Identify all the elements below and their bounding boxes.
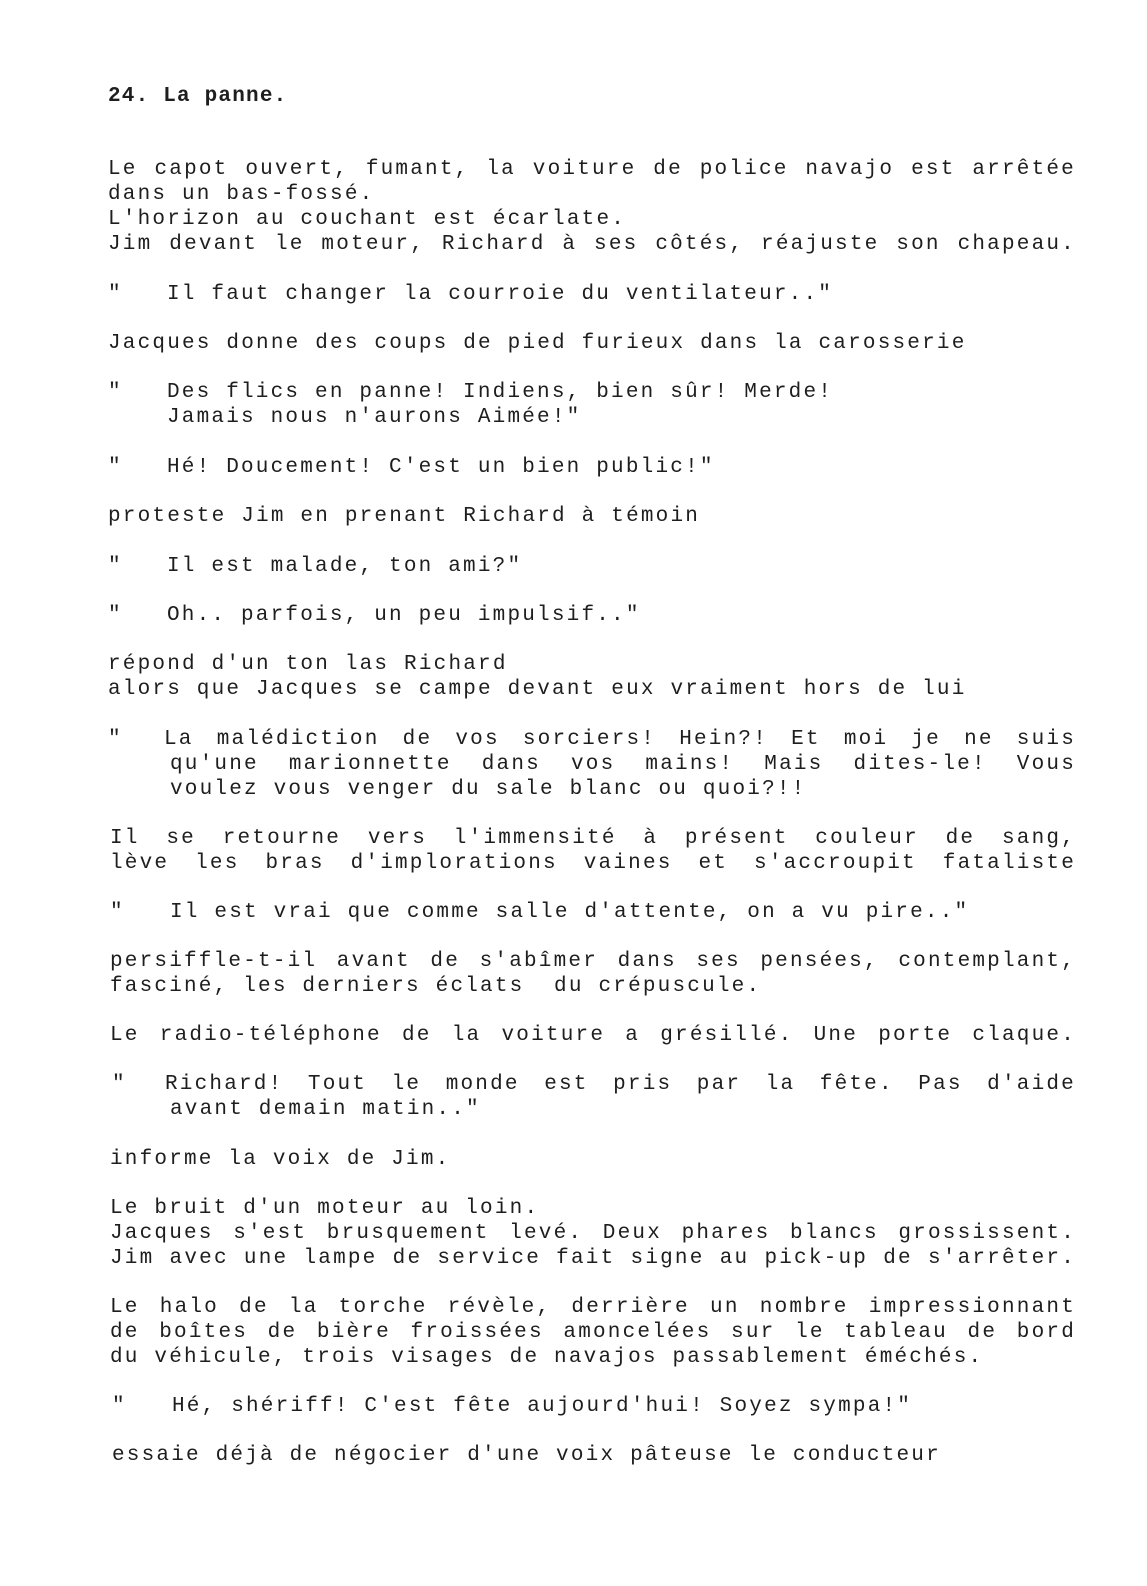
text-line: L'horizon au couchant est écarlate. <box>108 208 627 231</box>
page-title: 24. La panne. <box>108 85 288 108</box>
text-line: dans un bas-fossé. <box>108 183 375 206</box>
text-line: Le radio-téléphone de la voiture a grésillé. Une porte claque. <box>110 1024 1076 1047</box>
dialogue-line: Oh.. parfois, un peu impulsif.." <box>167 604 641 627</box>
dialogue-line: Des flics en panne! Indiens, bien sûr! Merde! <box>167 381 834 404</box>
quote-mark: " <box>108 283 121 306</box>
text-line: du véhicule, trois visages de navajos passablement éméchés. <box>110 1346 984 1369</box>
dialogue-line: Hé! Doucement! C'est un bien public!" <box>167 456 715 479</box>
quote-mark: " <box>112 1395 125 1418</box>
text-line: lève les bras d'implorations vaines et s'accroupit fataliste <box>110 852 1076 875</box>
quote-mark: " <box>108 456 121 479</box>
dialogue-line: voulez vous venger du sale blanc ou quoi?!! <box>170 778 807 801</box>
text-line: Jim avec une lampe de service fait signe au pick-up de s'arrêter. <box>110 1247 1076 1270</box>
dialogue-line: qu'une marionnette dans vos mains! Mais dites-le! Vous <box>170 753 1076 776</box>
text-line: informe la voix de Jim. <box>110 1148 451 1171</box>
text-line: essaie déjà de négocier d'une voix pâteuse le conducteur <box>112 1444 941 1467</box>
text-line: Le capot ouvert, fumant, la voiture de police navajo est arrêtée <box>108 158 1076 181</box>
quote-mark: " <box>110 901 123 924</box>
text-line: répond d'un ton las Richard <box>108 653 508 676</box>
text-line: Jacques donne des coups de pied furieux dans la carosserie <box>108 332 967 355</box>
text-line: Il se retourne vers l'immensité à présent couleur de sang, <box>110 827 1076 850</box>
dialogue-line: Il est vrai que comme salle d'attente, on a vu pire.." <box>170 901 970 924</box>
text-line: Le halo de la torche révèle, derrière un nombre impressionnant <box>110 1296 1076 1319</box>
quote-mark: " <box>112 1073 125 1096</box>
text-line: fasciné, les derniers éclats du crépuscule. <box>110 975 762 998</box>
quote-mark: " <box>108 728 121 751</box>
text-line: persiffle-t-il avant de s'abîmer dans ses pensées, contemplant, <box>110 950 1076 973</box>
dialogue-line: Il est malade, ton ami?" <box>167 555 523 578</box>
quote-mark: " <box>108 381 121 404</box>
text-line: Jim devant le moteur, Richard à ses côtés, réajuste son chapeau. <box>108 233 1076 256</box>
text-line: alors que Jacques se campe devant eux vraiment hors de lui <box>108 678 967 701</box>
text-line: Le bruit d'un moteur au loin. <box>110 1197 540 1220</box>
dialogue-line: Richard! Tout le monde est pris par la fête. Pas d'aide <box>165 1073 1076 1096</box>
dialogue-line: Hé, shériff! C'est fête aujourd'hui! Soyez sympa!" <box>172 1395 913 1418</box>
text-line: proteste Jim en prenant Richard à témoin <box>108 505 701 528</box>
dialogue-line: Il faut changer la courroie du ventilateur.." <box>167 283 834 306</box>
dialogue-line: Jamais nous n'aurons Aimée!" <box>167 406 582 429</box>
dialogue-line: avant demain matin.." <box>170 1098 481 1121</box>
quote-mark: " <box>108 604 121 627</box>
text-line: de boîtes de bière froissées amoncelées sur le tableau de bord <box>110 1321 1076 1344</box>
text-line: Jacques s'est brusquement levé. Deux phares blancs grossissent. <box>110 1222 1076 1245</box>
quote-mark: " <box>108 555 121 578</box>
dialogue-line: La malédiction de vos sorciers! Hein?! Et moi je ne suis <box>164 728 1076 751</box>
